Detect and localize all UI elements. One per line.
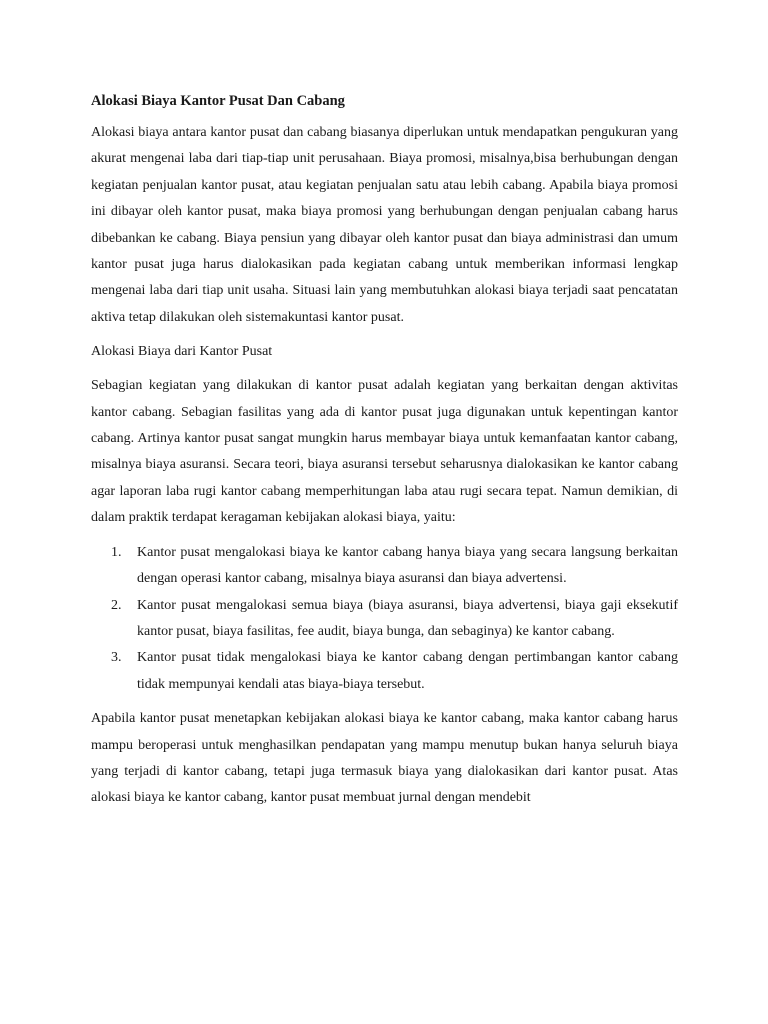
list-item-number: 1.	[111, 544, 122, 560]
paragraph-closing: Apabila kantor pusat menetapkan kebijakan alokasi biaya ke kantor cabang, maka kantor cabang harus mampu beroperasi untuk menghasilkan pendapatan yang mampu menutup bukan hanya seluruh biaya yang terjadi di kantor cabang, tetapi juga termasuk biaya yang dialokasikan dari kantor pusat. Atas alokasi biaya ke kantor cabang, kantor pusat membuat jurnal dengan mendebit	[91, 711, 678, 806]
list-item	[91, 645, 678, 698]
paragraph-head-office: Sebagian kegiatan yang dilakukan di kantor pusat adalah kegiatan yang berkaitan dengan aktivitas kantor cabang. Sebagian fasilitas yang ada di kantor pusat juga digunakan untuk kepentingan kantor cabang. Artinya kantor pusat sangat mungkin harus membayar biaya untuk kemanfaatan kantor cabang, misalnya biaya asuransi. Secara teori, biaya asuransi tersebut seharusnya dialokasikan ke kantor cabang agar laporan laba rugi kantor cabang memperhitungan laba atau rugi secara tepat. Namun demikian, di dalam praktik terdapat keragaman kebijakan alokasi biaya, yaitu:	[91, 378, 678, 526]
document-body	[91, 88, 678, 820]
policy-list	[91, 540, 678, 698]
paragraph-intro: Alokasi biaya antara kantor pusat dan cabang biasanya diperlukan untuk mendapatkan pengukuran yang akurat mengenai laba dari tiap-tiap unit perusahaan. Biaya promosi, misalnya,bisa berhubungan dengan kegiatan penjualan kantor pusat, atau kegiatan penjualan satu atau lebih cabang. Apabila biaya promosi ini dibayar oleh kantor pusat, maka biaya promosi yang berhubungan dengan penjualan cabang harus dibebankan ke cabang. Biaya pensiun yang dibayar oleh kantor pusat dan biaya administrasi dan umum kantor pusat juga harus dialokasikan pada kegiatan cabang untuk memberikan informasi lengkap mengenai laba dari tiap unit usaha. Situasi lain yang membutuhkan alokasi biaya terjadi saat pencatatan aktiva tetap dilakukan oleh sistemakuntasi kantor pusat.	[91, 125, 678, 325]
list-item	[91, 593, 678, 646]
document-title: Alokasi Biaya Kantor Pusat Dan Cabang	[91, 93, 345, 109]
list-item-number: 2.	[111, 597, 122, 613]
list-item-number: 3.	[111, 650, 122, 666]
list-item-text: Kantor pusat mengalokasi biaya ke kantor cabang hanya biaya yang secara langsung berkaitan dengan operasi kantor cabang, misalnya biaya asuransi dan biaya advertensi.	[137, 544, 678, 587]
section-subheading: Alokasi Biaya dari Kantor Pusat	[91, 344, 273, 360]
list-item-text: Kantor pusat mengalokasi semua biaya (biaya asuransi, biaya advertensi, biaya gaji eksekutif kantor pusat, biaya fasilitas, fee audit, biaya bunga, dan sebaginya) ke kantor cabang.	[137, 597, 678, 639]
list-item-text: Kantor pusat tidak mengalokasi biaya ke kantor cabang dengan pertimbangan kantor cabang tidak mempunyai kendali atas biaya-biaya tersebut.	[137, 650, 678, 692]
list-item	[91, 540, 678, 593]
